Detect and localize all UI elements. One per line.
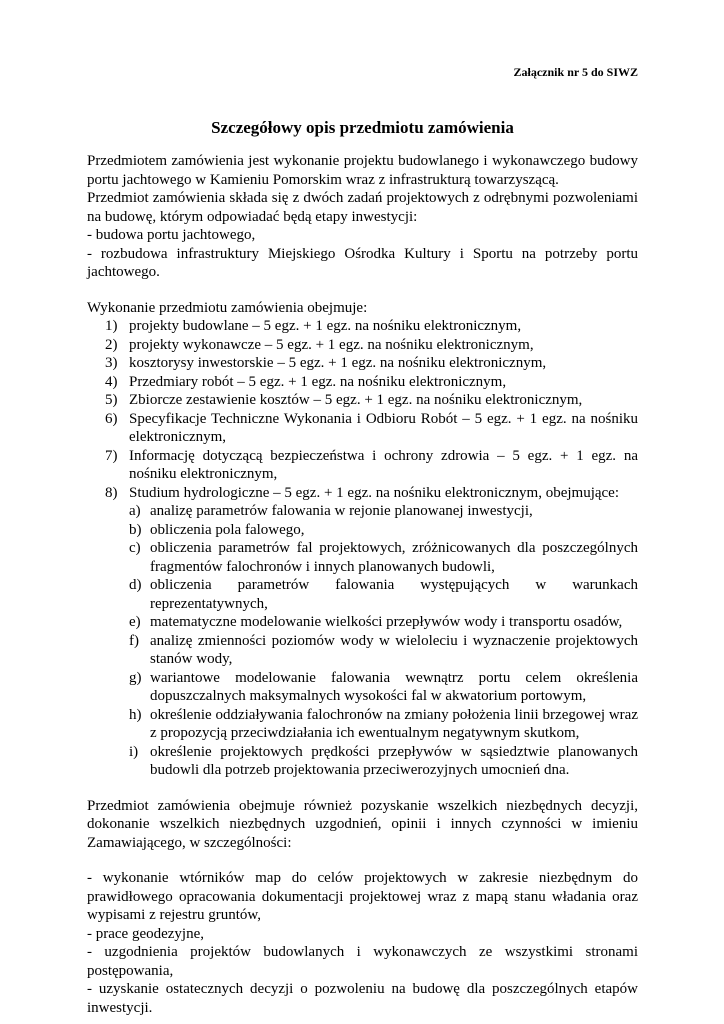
hydrology-item-d xyxy=(129,576,638,613)
hydrology-item-letter: g) xyxy=(129,669,142,686)
scope-item-text: projekty budowlane – 5 egz. + 1 egz. na nośniku elektronicznym, xyxy=(129,318,522,334)
hydrology-item-text: obliczenia pola falowego, xyxy=(150,521,305,538)
hydrology-sublist xyxy=(129,502,638,780)
scope-item-text: Informację dotyczącą bezpieczeństwa i ochrony zdrowia – 5 egz. + 1 egz. na nośniku elektronicznym, xyxy=(129,447,638,482)
spacer xyxy=(87,780,638,797)
hydrology-item-b xyxy=(129,521,638,540)
hydrology-item-letter: b) xyxy=(129,521,142,538)
scope-item-number: 5) xyxy=(105,392,118,408)
scope-item-number: 2) xyxy=(105,336,118,353)
hydrology-item-text: analizę parametrów falowania w rejonie planowanej inwestycji, xyxy=(150,503,533,519)
hydrology-item-text: obliczenia parametrów falowania występujących w warunkach reprezentatywnych, xyxy=(150,577,638,612)
scope-heading: Wykonanie przedmiotu zamówienia obejmuje: xyxy=(87,299,368,316)
scope-item-text: Specyfikacje Techniczne Wykonania i Odbioru Robót – 5 egz. + 1 egz. na nośniku elektronicznym, xyxy=(129,410,638,445)
hydrology-item-text: określenie projektowych prędkości przepływów w sąsiedztwie planowanych budowli dla potrzeb projektowania przeciwerozyjnych umocnień dna. xyxy=(150,743,638,778)
hydrology-item-letter: i) xyxy=(129,743,139,760)
scope-item-number: 3) xyxy=(105,355,118,371)
scope-item-number: 7) xyxy=(105,447,118,464)
hydrology-item-letter: e) xyxy=(129,614,141,630)
hydrology-item-letter: h) xyxy=(129,706,142,723)
scope-item-number: 6) xyxy=(105,410,118,427)
scope-item-text: projekty wykonawcze – 5 egz. + 1 egz. na nośniku elektronicznym, xyxy=(129,336,534,353)
scope-item-4 xyxy=(87,373,638,392)
hydrology-item-g xyxy=(129,669,638,706)
hydrology-item-text: matematyczne modelowanie wielkości przepływów wody i transportu osadów, xyxy=(150,614,623,630)
hydrology-item-a xyxy=(129,502,638,521)
scope-item-text: Studium hydrologiczne – 5 egz. + 1 egz. na nośniku elektronicznym, obejmujące: xyxy=(129,484,619,501)
stage-item-1: - budowa portu jachtowego, xyxy=(87,227,256,243)
intro-paragraph-2: Przedmiot zamówienia składa się z dwóch zadań projektowych z odrębnymi pozwoleniami na budowę, którym odpowiadać będą etapy inwestycji: xyxy=(87,190,638,225)
scope-item-3 xyxy=(87,354,638,373)
spacer xyxy=(87,282,638,299)
scope-item-5 xyxy=(87,391,638,410)
decision-item-1: - wykonanie wtórników map do celów projektowych w zakresie niezbędnym do prawidłowego opracowania dokumentacji projektowej wraz z mapą stanu władania oraz wypisami z rejestru gruntów, xyxy=(87,870,638,923)
document-title: Szczegółowy opis przedmiotu zamówienia xyxy=(211,118,514,137)
hydrology-item-c xyxy=(129,539,638,576)
scope-list xyxy=(87,317,638,780)
stage-item-2: - rozbudowa infrastruktury Miejskiego Ośrodka Kultury i Sportu na potrzeby portu jachtowego. xyxy=(87,245,638,280)
hydrology-item-i xyxy=(129,743,638,780)
scope-item-text: Przedmiary robót – 5 egz. + 1 egz. na nośniku elektronicznym, xyxy=(129,373,507,390)
hydrology-item-letter: d) xyxy=(129,577,142,593)
annex-label: Załącznik nr 5 do SIWZ xyxy=(513,65,638,79)
hydrology-item-h xyxy=(129,706,638,743)
intro-paragraph-1: Przedmiotem zamówienia jest wykonanie projektu budowlanego i wykonawczego budowy portu jachtowego w Kamieniu Pomorskim wraz z infrastrukturą towarzyszącą. xyxy=(87,153,638,188)
scope-item-text: kosztorysy inwestorskie – 5 egz. + 1 egz. na nośniku elektronicznym, xyxy=(129,355,547,371)
scope-item-number: 1) xyxy=(105,318,118,334)
decisions-intro: Przedmiot zamówienia obejmuje również pozyskanie wszelkich niezbędnych decyzji, dokonanie wszelkich niezbędnych uzgodnień, opinii i innych czynności w imieniu Zamawiającego, w szczególności: xyxy=(87,797,638,851)
spacer xyxy=(87,852,638,869)
scope-item-6 xyxy=(87,410,638,447)
decision-item-4: - uzyskanie ostatecznych decyzji o pozwoleniu na budowę dla poszczególnych etapów inwestycji. xyxy=(87,981,638,1016)
scope-item-2 xyxy=(87,336,638,355)
hydrology-item-text: określenie oddziaływania falochronów na zmiany położenia linii brzegowej wraz z propozycją przeciwdziałania ich ewentualnym negatywnym skutkom, xyxy=(150,706,638,741)
scope-item-text: Zbiorcze zestawienie kosztów – 5 egz. + 1 egz. na nośniku elektronicznym, xyxy=(129,392,583,408)
scope-item-7 xyxy=(87,447,638,484)
scope-item-1 xyxy=(87,317,638,336)
decision-item-3: - uzgodnienia projektów budowlanych i wykonawczych ze wszystkimi stronami postępowania, xyxy=(87,944,638,979)
scope-item-8 xyxy=(87,484,638,780)
hydrology-item-e xyxy=(129,613,638,632)
hydrology-item-text: obliczenia parametrów fal projektowych, zróżnicowanych dla poszczególnych fragmentów falochronów i innych planowanych budowli, xyxy=(150,540,638,575)
document-page xyxy=(87,0,638,1024)
scope-item-number: 8) xyxy=(105,484,118,501)
hydrology-item-text: analizę zmienności poziomów wody w wieloleciu i wyznaczenie projektowych stanów wody, xyxy=(150,632,638,667)
hydrology-item-f xyxy=(129,632,638,669)
scope-item-number: 4) xyxy=(105,373,118,390)
decision-item-2: - prace geodezyjne, xyxy=(87,925,205,942)
hydrology-item-letter: a) xyxy=(129,503,141,519)
hydrology-item-letter: c) xyxy=(129,540,141,556)
document-body xyxy=(87,152,638,1017)
hydrology-item-text: wariantowe modelowanie falowania wewnątrz portu celem określenia dopuszczalnych maksymalnych wysokości fal w akwatorium portowym, xyxy=(150,669,638,704)
hydrology-item-letter: f) xyxy=(129,632,139,649)
